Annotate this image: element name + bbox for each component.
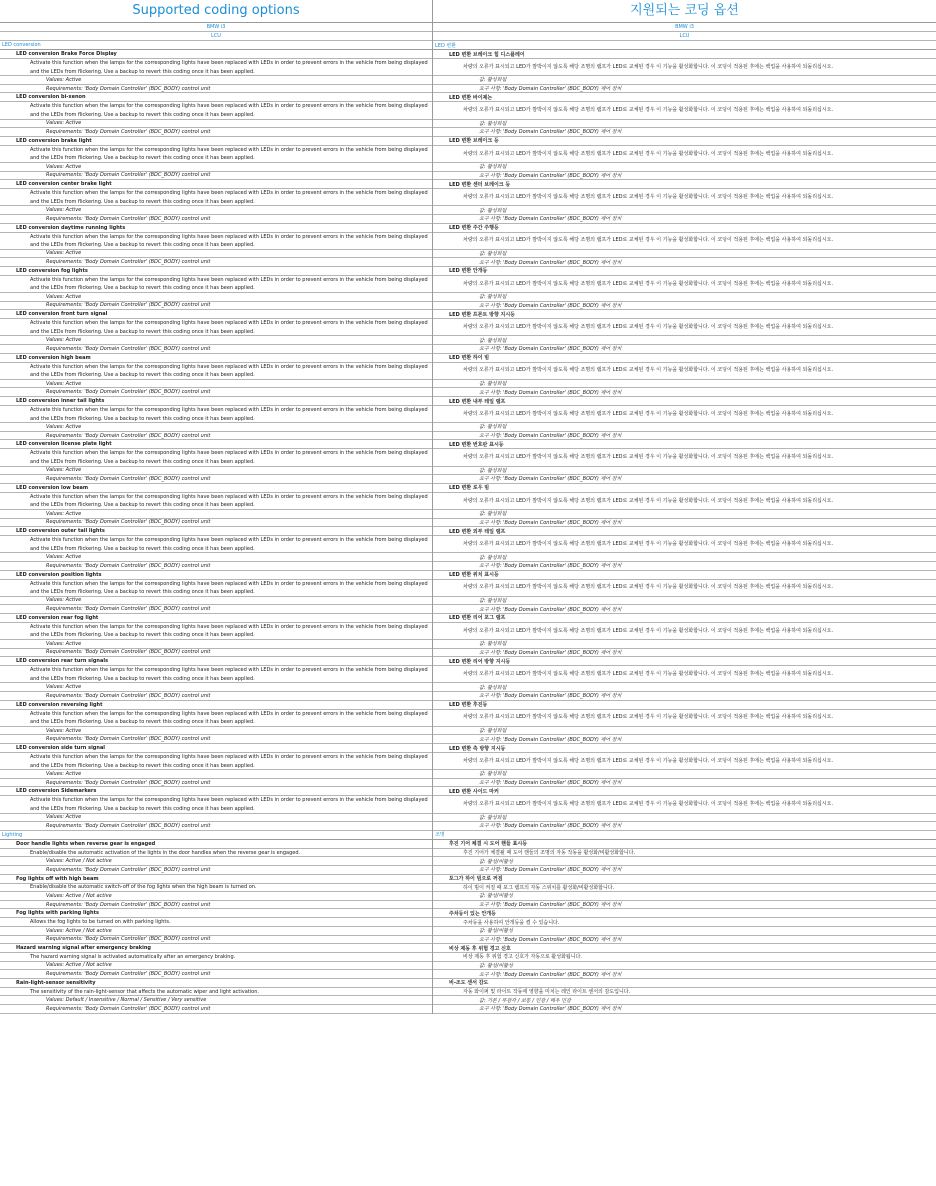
option-requirements: 요구 사항: 'Body Domain Controller' (BDC_BODY) 제어 장치 xyxy=(433,388,936,397)
option-description: 차량의 오류가 표시되고 LED가 깜박이지 않도록 해당 조명의 램프가 LED로 교체된 경우 이 기능을 활성화합니다. 이 코딩이 적용된 후에는 백업을 사용하여 되돌리십시오. xyxy=(433,536,936,553)
option-values: Values: Active xyxy=(0,380,432,389)
option-title: LED conversion bi-xenon xyxy=(0,93,432,102)
option-values: Values: Active xyxy=(0,250,432,259)
option-requirements: Requirements: 'Body Domain Controller' (BDC_BODY) control unit xyxy=(0,692,432,701)
option-description: 비상 제동 후 위험 경고 신호가 자동으로 활성화됩니다. xyxy=(433,953,936,962)
option-description: 자동 와이퍼 및 라이트 작동에 영향을 미치는 레인 라이트 센서의 감도입니다. xyxy=(433,988,936,997)
option-values: 값: 활성화됨 xyxy=(433,76,936,85)
option-requirements: Requirements: 'Body Domain Controller' (BDC_BODY) control unit xyxy=(0,128,432,137)
option-values: Values: Active xyxy=(0,553,432,562)
english-brand: BMW i3 xyxy=(0,23,432,32)
option-title: LED 변환 로우 빔 xyxy=(433,484,936,493)
option-values: Values: Active xyxy=(0,336,432,345)
option-values: 값: 활성화됨 xyxy=(433,683,936,692)
option-title: LED conversion outer tail lights xyxy=(0,527,432,536)
option-requirements: Requirements: 'Body Domain Controller' (BDC_BODY) control unit xyxy=(0,605,432,614)
option-values: Values: Active / Not active xyxy=(0,857,432,866)
option-description: 차량의 오류가 표시되고 LED가 깜박이지 않도록 해당 조명의 램프가 LED로 교체된 경우 이 기능을 활성화합니다. 이 코딩이 적용된 후에는 백업을 사용하여 되돌리십시오. xyxy=(433,189,936,206)
option-title: LED 변환 리어 방향 지시등 xyxy=(433,657,936,666)
option-title: LED conversion rear fog light xyxy=(0,614,432,623)
option-title: LED conversion Sidemarkers xyxy=(0,787,432,796)
option-description: 차량의 오류가 표시되고 LED가 깜박이지 않도록 해당 조명의 램프가 LED로 교체된 경우 이 기능을 활성화합니다. 이 코딩이 적용된 후에는 백업을 사용하여 되돌리십시오. xyxy=(433,449,936,466)
option-values: 값: 활성화됨 xyxy=(433,510,936,519)
option-title: LED 변환 하이 빔 xyxy=(433,354,936,363)
option-requirements: Requirements: 'Body Domain Controller' (BDC_BODY) control unit xyxy=(0,1005,432,1014)
option-description: Activate this function when the lamps for the corresponding lights have been replaced with LEDs in order to prevent errors in the vehicle from being displayed and the LEDs from flickering. Use a backup to revert this coding once it has been applied. xyxy=(0,536,432,553)
option-values: Values: Active xyxy=(0,683,432,692)
option-values: Values: Active xyxy=(0,770,432,779)
option-description: 차량의 오류가 표시되고 LED가 깜박이지 않도록 해당 조명의 램프가 LED로 교체된 경우 이 기능을 활성화합니다. 이 코딩이 적용된 후에는 백업을 사용하여 되돌리십시오. xyxy=(433,666,936,683)
option-values: 값: 활성/비활성 xyxy=(433,892,936,901)
option-title: LED 변환 주간 주행등 xyxy=(433,224,936,233)
option-title: LED 변환 바이제논 xyxy=(433,93,936,102)
option-description: 차량의 오류가 표시되고 LED가 깜박이지 않도록 해당 조명의 램프가 LED로 교체된 경우 이 기능을 활성화합니다. 이 코딩이 적용된 후에는 백업을 사용하여 되돌리십시오. xyxy=(433,796,936,813)
option-requirements: Requirements: 'Body Domain Controller' (BDC_BODY) control unit xyxy=(0,172,432,181)
option-requirements: 요구 사항: 'Body Domain Controller' (BDC_BODY) 제어 장치 xyxy=(433,866,936,875)
option-values: 값: 활성화됨 xyxy=(433,163,936,172)
option-title: 후진 기어 체결 시 도어 핸들 표시등 xyxy=(433,840,936,849)
option-values: Values: Active xyxy=(0,206,432,215)
option-requirements: Requirements: 'Body Domain Controller' (BDC_BODY) control unit xyxy=(0,85,432,94)
option-description: Activate this function when the lamps for the corresponding lights have been replaced with LEDs in order to prevent errors in the vehicle from being displayed and the LEDs from flickering. Use a backup to revert this coding once it has been applied. xyxy=(0,753,432,770)
option-requirements: Requirements: 'Body Domain Controller' (BDC_BODY) control unit xyxy=(0,345,432,354)
option-title: LED 변환 내부 테일 램프 xyxy=(433,397,936,406)
option-values: 값: 활성화됨 xyxy=(433,597,936,606)
option-requirements: Requirements: 'Body Domain Controller' (BDC_BODY) control unit xyxy=(0,562,432,571)
option-values: 값: 활성화됨 xyxy=(433,120,936,129)
option-description: 차량의 오류가 표시되고 LED가 깜박이지 않도록 해당 조명의 램프가 LED로 교체된 경우 이 기능을 활성화합니다. 이 코딩이 적용된 후에는 백업을 사용하여 되돌리십시오. xyxy=(433,493,936,510)
english-rows xyxy=(0,41,432,1014)
option-values: 값: 활성화됨 xyxy=(433,814,936,823)
option-description: Activate this function when the lamps for the corresponding lights have been replaced with LEDs in order to prevent errors in the vehicle from being displayed and the LEDs from flickering. Use a backup to revert this coding once it has been applied. xyxy=(0,59,432,76)
option-requirements: 요구 사항: 'Body Domain Controller' (BDC_BODY) 제어 장치 xyxy=(433,128,936,137)
option-description: Allows the fog lights to be turned on with parking lights. xyxy=(0,918,432,927)
option-description: Activate this function when the lamps for the corresponding lights have been replaced with LEDs in order to prevent errors in the vehicle from being displayed and the LEDs from flickering. Use a backup to revert this coding once it has been applied. xyxy=(0,102,432,119)
option-title: LED 변환 브레이크 힘 디스플레이 xyxy=(433,50,936,59)
option-requirements: 요구 사항: 'Body Domain Controller' (BDC_BODY) 제어 장치 xyxy=(433,649,936,658)
option-title: LED conversion license plate light xyxy=(0,440,432,449)
option-requirements: Requirements: 'Body Domain Controller' (BDC_BODY) control unit xyxy=(0,822,432,831)
option-description: Activate this function when the lamps for the corresponding lights have been replaced with LEDs in order to prevent errors in the vehicle from being displayed and the LEDs from flickering. Use a backup to revert this coding once it has been applied. xyxy=(0,580,432,597)
option-title: Fog lights with parking lights xyxy=(0,909,432,918)
option-requirements: Requirements: 'Body Domain Controller' (BDC_BODY) control unit xyxy=(0,866,432,875)
option-values: Values: Active xyxy=(0,640,432,649)
option-requirements: 요구 사항: 'Body Domain Controller' (BDC_BODY) 제어 장치 xyxy=(433,970,936,979)
option-values: Values: Active xyxy=(0,423,432,432)
option-requirements: 요구 사항: 'Body Domain Controller' (BDC_BODY) 제어 장치 xyxy=(433,345,936,354)
english-title: Supported coding options xyxy=(0,0,432,23)
option-description: Activate this function when the lamps for the corresponding lights have been replaced with LEDs in order to prevent errors in the vehicle from being displayed and the LEDs from flickering. Use a backup to revert this coding once it has been applied. xyxy=(0,666,432,683)
option-requirements: Requirements: 'Body Domain Controller' (BDC_BODY) control unit xyxy=(0,475,432,484)
option-requirements: Requirements: 'Body Domain Controller' (BDC_BODY) control unit xyxy=(0,649,432,658)
option-description: 주차등을 사용하여 안개등을 켤 수 있습니다. xyxy=(433,918,936,927)
option-description: 차량의 오류가 표시되고 LED가 깜박이지 않도록 해당 조명의 램프가 LED로 교체된 경우 이 기능을 활성화합니다. 이 코딩이 적용된 후에는 백업을 사용하여 되돌리십시오. xyxy=(433,59,936,76)
option-values: Values: Active xyxy=(0,814,432,823)
option-values: Values: Active xyxy=(0,120,432,129)
option-values: 값: 활성화됨 xyxy=(433,293,936,302)
option-description: 차량의 오류가 표시되고 LED가 깜박이지 않도록 해당 조명의 램프가 LED로 교체된 경우 이 기능을 활성화합니다. 이 코딩이 적용된 후에는 백업을 사용하여 되돌리십시오. xyxy=(433,623,936,640)
option-description: Activate this function when the lamps for the corresponding lights have been replaced with LEDs in order to prevent errors in the vehicle from being displayed and the LEDs from flickering. Use a backup to revert this coding once it has been applied. xyxy=(0,276,432,293)
option-title: Hazard warning signal after emergency braking xyxy=(0,944,432,953)
option-values: Values: Active xyxy=(0,727,432,736)
option-description: Activate this function when the lamps for the corresponding lights have been replaced with LEDs in order to prevent errors in the vehicle from being displayed and the LEDs from flickering. Use a backup to revert this coding once it has been applied. xyxy=(0,406,432,423)
option-requirements: Requirements: 'Body Domain Controller' (BDC_BODY) control unit xyxy=(0,936,432,945)
option-values: Values: Active / Not active xyxy=(0,927,432,936)
option-values: 값: 활성화됨 xyxy=(433,380,936,389)
option-values: 값: 활성화됨 xyxy=(433,640,936,649)
category-header: Lighting xyxy=(0,831,432,840)
option-requirements: 요구 사항: 'Body Domain Controller' (BDC_BODY) 제어 장치 xyxy=(433,779,936,788)
option-values: 값: 활성화됨 xyxy=(433,467,936,476)
option-description: 차량의 오류가 표시되고 LED가 깜박이지 않도록 해당 조명의 램프가 LED로 교체된 경우 이 기능을 활성화합니다. 이 코딩이 적용된 후에는 백업을 사용하여 되돌리십시오. xyxy=(433,363,936,380)
option-values: Values: Default / Insensitive / Normal / Sensitive / Very sensitive xyxy=(0,996,432,1005)
option-requirements: 요구 사항: 'Body Domain Controller' (BDC_BODY) 제어 장치 xyxy=(433,562,936,571)
option-description: Activate this function when the lamps for the corresponding lights have been replaced with LEDs in order to prevent errors in the vehicle from being displayed and the LEDs from flickering. Use a backup to revert this coding once it has been applied. xyxy=(0,796,432,813)
option-requirements: 요구 사항: 'Body Domain Controller' (BDC_BODY) 제어 장치 xyxy=(433,605,936,614)
option-values: Values: Active xyxy=(0,510,432,519)
option-description: 차량의 오류가 표시되고 LED가 깜박이지 않도록 해당 조명의 램프가 LED로 교체된 경우 이 기능을 활성화합니다. 이 코딩이 적용된 후에는 백업을 사용하여 되돌리십시오. xyxy=(433,319,936,336)
option-title: LED 변환 외부 테일 램프 xyxy=(433,527,936,536)
option-description: 차량의 오류가 표시되고 LED가 깜박이지 않도록 해당 조명의 램프가 LED로 교체된 경우 이 기능을 활성화합니다. 이 코딩이 적용된 후에는 백업을 사용하여 되돌리십시오. xyxy=(433,753,936,770)
option-title: LED 변환 센터 브레이크 등 xyxy=(433,180,936,189)
option-requirements: Requirements: 'Body Domain Controller' (BDC_BODY) control unit xyxy=(0,215,432,224)
option-requirements: 요구 사항: 'Body Domain Controller' (BDC_BODY) 제어 장치 xyxy=(433,901,936,910)
option-values: Values: Active xyxy=(0,76,432,85)
category-header: 조명 xyxy=(433,831,936,840)
korean-ecu: LCU xyxy=(433,32,936,41)
option-requirements: Requirements: 'Body Domain Controller' (BDC_BODY) control unit xyxy=(0,258,432,267)
option-title: LED conversion front turn signal xyxy=(0,310,432,319)
option-description: Activate this function when the lamps for the corresponding lights have been replaced with LEDs in order to prevent errors in the vehicle from being displayed and the LEDs from flickering. Use a backup to revert this coding once it has been applied. xyxy=(0,493,432,510)
option-description: 후진 기어가 체결될 때 도어 핸들의 조명의 자동 작동을 활성화/비활성화합니다. xyxy=(433,849,936,858)
option-requirements: 요구 사항: 'Body Domain Controller' (BDC_BODY) 제어 장치 xyxy=(433,936,936,945)
option-requirements: 요구 사항: 'Body Domain Controller' (BDC_BODY) 제어 장치 xyxy=(433,432,936,441)
option-title: LED conversion brake light xyxy=(0,137,432,146)
option-title: LED conversion Brake Force Display xyxy=(0,50,432,59)
option-requirements: 요구 사항: 'Body Domain Controller' (BDC_BODY) 제어 장치 xyxy=(433,475,936,484)
category-header: LED conversion xyxy=(0,41,432,50)
option-title: LED 변환 측 방향 지시등 xyxy=(433,744,936,753)
option-values: 값: 활성화됨 xyxy=(433,770,936,779)
option-title: LED conversion reversing light xyxy=(0,701,432,710)
option-values: 값: 활성화됨 xyxy=(433,423,936,432)
option-description: 하이 빔이 켜질 때 포그 램프의 자동 스위치를 활성화/비활성화합니다. xyxy=(433,884,936,893)
option-description: Enable/disable the automatic activation of the lights in the door handles when the reverse gear is engaged. xyxy=(0,849,432,858)
option-title: LED conversion inner tail lights xyxy=(0,397,432,406)
option-description: 차량의 오류가 표시되고 LED가 깜박이지 않도록 해당 조명의 램프가 LED로 교체된 경우 이 기능을 활성화합니다. 이 코딩이 적용된 후에는 백업을 사용하여 되돌리십시오. xyxy=(433,233,936,250)
option-values: 값: 기본 / 무감각 / 보통 / 민감 / 매우 민감 xyxy=(433,996,936,1005)
option-description: Activate this function when the lamps for the corresponding lights have been replaced with LEDs in order to prevent errors in the vehicle from being displayed and the LEDs from flickering. Use a backup to revert this coding once it has been applied. xyxy=(0,363,432,380)
option-description: Activate this function when the lamps for the corresponding lights have been replaced with LEDs in order to prevent errors in the vehicle from being displayed and the LEDs from flickering. Use a backup to revert this coding once it has been applied. xyxy=(0,449,432,466)
option-title: 비상 제동 후 위험 경고 신호 xyxy=(433,944,936,953)
option-title: LED conversion center brake light xyxy=(0,180,432,189)
option-requirements: 요구 사항: 'Body Domain Controller' (BDC_BODY) 제어 장치 xyxy=(433,215,936,224)
option-title: LED 변환 번호판 표시등 xyxy=(433,440,936,449)
option-values: 값: 활성화됨 xyxy=(433,553,936,562)
option-title: LED conversion side turn signal xyxy=(0,744,432,753)
option-description: 차량의 오류가 표시되고 LED가 깜박이지 않도록 해당 조명의 램프가 LED로 교체된 경우 이 기능을 활성화합니다. 이 코딩이 적용된 후에는 백업을 사용하여 되돌리십시오. xyxy=(433,580,936,597)
korean-brand: BMW i3 xyxy=(433,23,936,32)
option-requirements: Requirements: 'Body Domain Controller' (BDC_BODY) control unit xyxy=(0,302,432,311)
option-description: The hazard warning signal is activated automatically after an emergency braking. xyxy=(0,953,432,962)
option-title: 비-조도 센서 감도 xyxy=(433,979,936,988)
option-title: LED 변환 안개등 xyxy=(433,267,936,276)
option-requirements: Requirements: 'Body Domain Controller' (BDC_BODY) control unit xyxy=(0,388,432,397)
option-values: 값: 활성/비활성 xyxy=(433,962,936,971)
option-description: 차량의 오류가 표시되고 LED가 깜박이지 않도록 해당 조명의 램프가 LED로 교체된 경우 이 기능을 활성화합니다. 이 코딩이 적용된 후에는 백업을 사용하여 되돌리십시오. xyxy=(433,146,936,163)
option-values: 값: 활성/비활성 xyxy=(433,857,936,866)
option-title: LED 변환 리어 포그 램프 xyxy=(433,614,936,623)
option-title: LED conversion high beam xyxy=(0,354,432,363)
option-title: Rain-light-sensor sensitivity xyxy=(0,979,432,988)
option-requirements: 요구 사항: 'Body Domain Controller' (BDC_BODY) 제어 장치 xyxy=(433,822,936,831)
option-description: 차량의 오류가 표시되고 LED가 깜박이지 않도록 해당 조명의 램프가 LED로 교체된 경우 이 기능을 활성화합니다. 이 코딩이 적용된 후에는 백업을 사용하여 되돌리십시오. xyxy=(433,710,936,727)
option-requirements: 요구 사항: 'Body Domain Controller' (BDC_BODY) 제어 장치 xyxy=(433,258,936,267)
option-description: Enable/disable the automatic switch-off of the fog lights when the high beam is turned on. xyxy=(0,884,432,893)
option-requirements: 요구 사항: 'Body Domain Controller' (BDC_BODY) 제어 장치 xyxy=(433,172,936,181)
option-values: Values: Active xyxy=(0,163,432,172)
option-values: 값: 활성화됨 xyxy=(433,336,936,345)
option-title: LED conversion daytime running lights xyxy=(0,224,432,233)
option-title: LED 변환 위치 표시등 xyxy=(433,571,936,580)
option-values: 값: 활성화됨 xyxy=(433,727,936,736)
option-requirements: 요구 사항: 'Body Domain Controller' (BDC_BODY) 제어 장치 xyxy=(433,519,936,528)
option-title: Door handle lights when reverse gear is engaged xyxy=(0,840,432,849)
english-ecu: LCU xyxy=(0,32,432,41)
option-title: 포그가 하이 빔으로 꺼짐 xyxy=(433,875,936,884)
option-values: Values: Active xyxy=(0,467,432,476)
option-values: 값: 활성화됨 xyxy=(433,250,936,259)
option-requirements: 요구 사항: 'Body Domain Controller' (BDC_BODY) 제어 장치 xyxy=(433,302,936,311)
option-title: LED 변환 브레이크 등 xyxy=(433,137,936,146)
option-requirements: Requirements: 'Body Domain Controller' (BDC_BODY) control unit xyxy=(0,779,432,788)
option-title: LED 변환 후진등 xyxy=(433,701,936,710)
option-title: LED conversion position lights xyxy=(0,571,432,580)
option-requirements: 요구 사항: 'Body Domain Controller' (BDC_BODY) 제어 장치 xyxy=(433,692,936,701)
option-values: 값: 활성/비활성 xyxy=(433,927,936,936)
option-description: The sensitivity of the rain-light-sensor that affects the automatic wiper and light activation. xyxy=(0,988,432,997)
option-description: Activate this function when the lamps for the corresponding lights have been replaced with LEDs in order to prevent errors in the vehicle from being displayed and the LEDs from flickering. Use a backup to revert this coding once it has been applied. xyxy=(0,623,432,640)
option-description: Activate this function when the lamps for the corresponding lights have been replaced with LEDs in order to prevent errors in the vehicle from being displayed and the LEDs from flickering. Use a backup to revert this coding once it has been applied. xyxy=(0,189,432,206)
option-values: Values: Active / Not active xyxy=(0,962,432,971)
option-title: LED 변환 프론트 방향 지시등 xyxy=(433,310,936,319)
option-description: Activate this function when the lamps for the corresponding lights have been replaced with LEDs in order to prevent errors in the vehicle from being displayed and the LEDs from flickering. Use a backup to revert this coding once it has been applied. xyxy=(0,319,432,336)
option-values: 값: 활성화됨 xyxy=(433,206,936,215)
option-requirements: Requirements: 'Body Domain Controller' (BDC_BODY) control unit xyxy=(0,970,432,979)
option-requirements: 요구 사항: 'Body Domain Controller' (BDC_BODY) 제어 장치 xyxy=(433,1005,936,1014)
english-column xyxy=(0,0,433,1014)
option-title: LED conversion fog lights xyxy=(0,267,432,276)
option-values: Values: Active xyxy=(0,597,432,606)
option-description: 차량의 오류가 표시되고 LED가 깜박이지 않도록 해당 조명의 램프가 LED로 교체된 경우 이 기능을 활성화합니다. 이 코딩이 적용된 후에는 백업을 사용하여 되돌리십시오. xyxy=(433,406,936,423)
option-description: 차량의 오류가 표시되고 LED가 깜박이지 않도록 해당 조명의 램프가 LED로 교체된 경우 이 기능을 활성화합니다. 이 코딩이 적용된 후에는 백업을 사용하여 되돌리십시오. xyxy=(433,102,936,119)
option-description: 차량의 오류가 표시되고 LED가 깜박이지 않도록 해당 조명의 램프가 LED로 교체된 경우 이 기능을 활성화합니다. 이 코딩이 적용된 후에는 백업을 사용하여 되돌리십시오. xyxy=(433,276,936,293)
option-title: Fog lights off with high beam xyxy=(0,875,432,884)
option-description: Activate this function when the lamps for the corresponding lights have been replaced with LEDs in order to prevent errors in the vehicle from being displayed and the LEDs from flickering. Use a backup to revert this coding once it has been applied. xyxy=(0,233,432,250)
option-requirements: 요구 사항: 'Body Domain Controller' (BDC_BODY) 제어 장치 xyxy=(433,85,936,94)
option-values: Values: Active / Not active xyxy=(0,892,432,901)
option-title: LED 변환 사이드 마커 xyxy=(433,787,936,796)
category-header: LED 변환 xyxy=(433,41,936,50)
option-title: 주차등이 있는 안개등 xyxy=(433,909,936,918)
option-requirements: 요구 사항: 'Body Domain Controller' (BDC_BODY) 제어 장치 xyxy=(433,735,936,744)
korean-title: 지원되는 코딩 옵션 xyxy=(433,0,936,23)
option-title: LED conversion low beam xyxy=(0,484,432,493)
option-requirements: Requirements: 'Body Domain Controller' (BDC_BODY) control unit xyxy=(0,519,432,528)
korean-column xyxy=(433,0,936,1014)
option-description: Activate this function when the lamps for the corresponding lights have been replaced with LEDs in order to prevent errors in the vehicle from being displayed and the LEDs from flickering. Use a backup to revert this coding once it has been applied. xyxy=(0,146,432,163)
korean-rows xyxy=(433,41,936,1014)
option-description: Activate this function when the lamps for the corresponding lights have been replaced with LEDs in order to prevent errors in the vehicle from being displayed and the LEDs from flickering. Use a backup to revert this coding once it has been applied. xyxy=(0,710,432,727)
option-requirements: Requirements: 'Body Domain Controller' (BDC_BODY) control unit xyxy=(0,432,432,441)
option-requirements: Requirements: 'Body Domain Controller' (BDC_BODY) control unit xyxy=(0,901,432,910)
option-values: Values: Active xyxy=(0,293,432,302)
option-title: LED conversion rear turn signals xyxy=(0,657,432,666)
option-requirements: Requirements: 'Body Domain Controller' (BDC_BODY) control unit xyxy=(0,735,432,744)
